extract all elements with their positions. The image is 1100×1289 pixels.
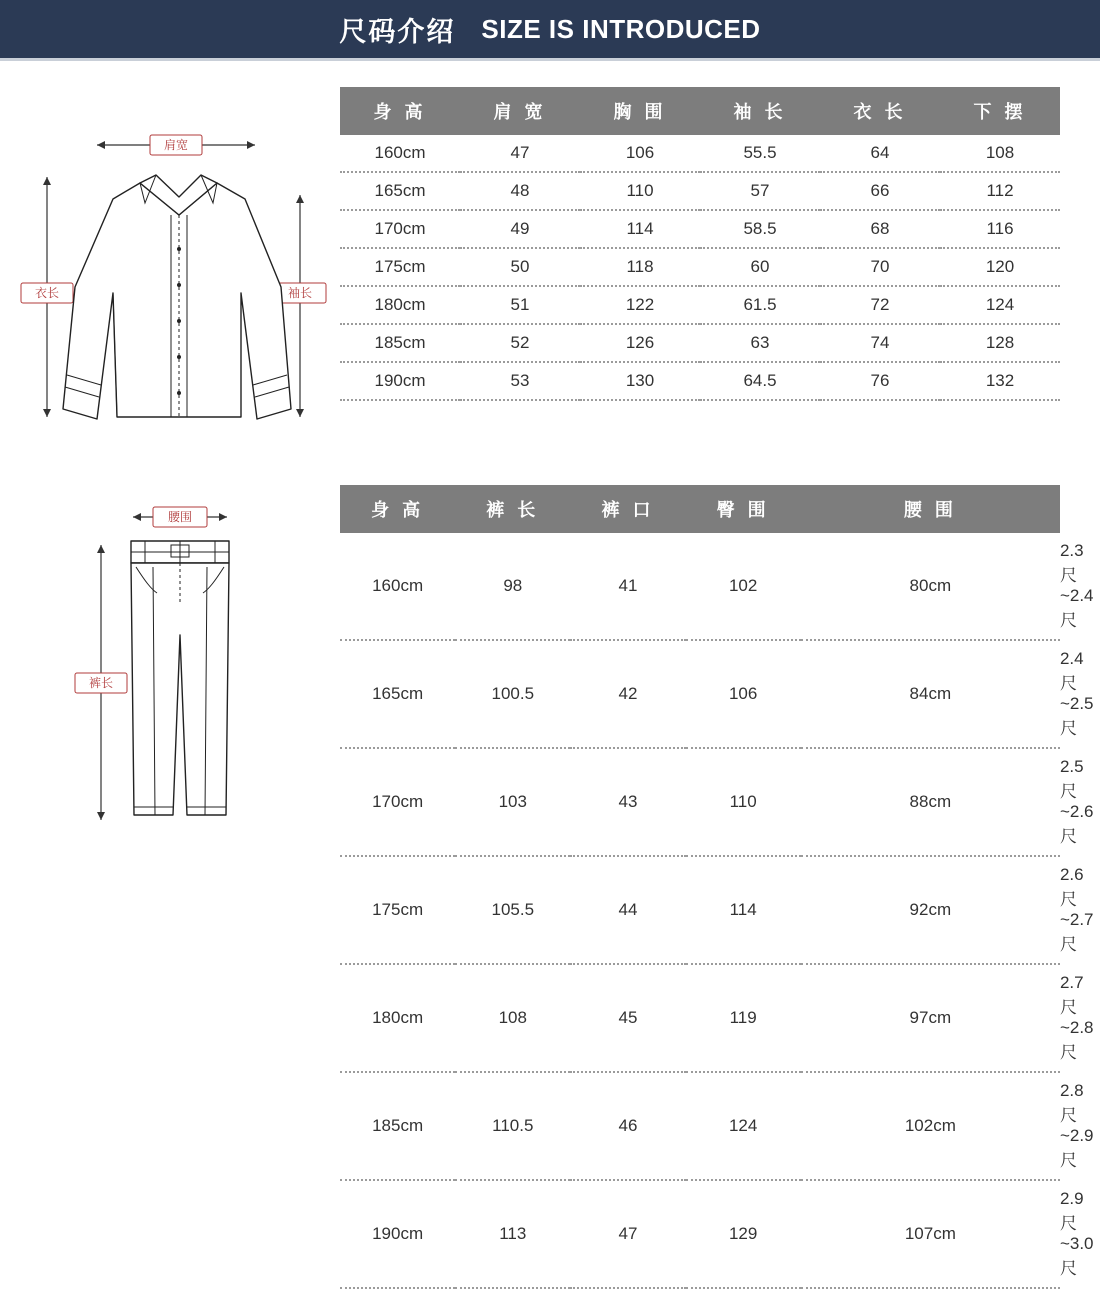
cell-hip: 106 bbox=[686, 640, 801, 748]
cell-length: 100.5 bbox=[455, 640, 570, 748]
cell-chest: 126 bbox=[580, 324, 700, 362]
jacket-section bbox=[0, 87, 1100, 427]
cell-height: 185cm bbox=[340, 1072, 455, 1180]
trousers-label-waist: 腰围 bbox=[168, 510, 192, 524]
cell-height: 175cm bbox=[340, 248, 460, 286]
cell-hip: 114 bbox=[686, 856, 801, 964]
cell-cuff: 45 bbox=[570, 964, 685, 1072]
cell-length: 103 bbox=[455, 748, 570, 856]
cell-length: 76 bbox=[820, 362, 940, 400]
cell-shoulder: 47 bbox=[460, 135, 580, 172]
cell-height: 185cm bbox=[340, 324, 460, 362]
cell-height: 160cm bbox=[340, 533, 455, 640]
cell-hip: 102 bbox=[686, 533, 801, 640]
jacket-table-wrap bbox=[340, 87, 1100, 401]
cell-height: 165cm bbox=[340, 172, 460, 210]
cell-waist-cm: 88cm bbox=[801, 748, 1060, 856]
table-row bbox=[340, 964, 1060, 1072]
jacket-label-shoulder: 肩宽 bbox=[164, 137, 188, 152]
trousers-label-length: 裤长 bbox=[89, 676, 113, 690]
cell-length: 105.5 bbox=[455, 856, 570, 964]
cell-cuff: 43 bbox=[570, 748, 685, 856]
cell-sleeve: 55.5 bbox=[700, 135, 820, 172]
jacket-col-height: 身 高 bbox=[340, 87, 460, 135]
trousers-section bbox=[0, 485, 1100, 1289]
cell-sleeve: 60 bbox=[700, 248, 820, 286]
table-row bbox=[340, 533, 1060, 640]
trousers-diagram bbox=[5, 485, 335, 825]
cell-cuff: 47 bbox=[570, 1180, 685, 1288]
cell-chest: 130 bbox=[580, 362, 700, 400]
table-row bbox=[340, 856, 1060, 964]
cell-hem: 108 bbox=[940, 135, 1060, 172]
trousers-col-waist: 腰 围 bbox=[801, 485, 1060, 533]
cell-length: 64 bbox=[820, 135, 940, 172]
table-row bbox=[340, 748, 1060, 856]
cell-length: 70 bbox=[820, 248, 940, 286]
cell-chest: 122 bbox=[580, 286, 700, 324]
table-row bbox=[340, 362, 1060, 400]
trousers-table-wrap bbox=[340, 485, 1100, 1289]
page-title-cn: 尺码介绍 bbox=[339, 10, 455, 49]
cell-height: 190cm bbox=[340, 1180, 455, 1288]
table-row bbox=[340, 640, 1060, 748]
cell-height: 170cm bbox=[340, 210, 460, 248]
jacket-col-sleeve: 袖 长 bbox=[700, 87, 820, 135]
table-header-row bbox=[340, 485, 1060, 533]
jacket-figure-wrap bbox=[0, 87, 340, 427]
cell-length: 66 bbox=[820, 172, 940, 210]
table-header-row bbox=[340, 87, 1060, 135]
cell-height: 180cm bbox=[340, 286, 460, 324]
cell-hem: 120 bbox=[940, 248, 1060, 286]
cell-waist-cm: 97cm bbox=[801, 964, 1060, 1072]
cell-shoulder: 48 bbox=[460, 172, 580, 210]
cell-hem: 124 bbox=[940, 286, 1060, 324]
cell-length: 74 bbox=[820, 324, 940, 362]
cell-cuff: 44 bbox=[570, 856, 685, 964]
cell-waist-cm: 80cm bbox=[801, 533, 1060, 640]
cell-height: 180cm bbox=[340, 964, 455, 1072]
jacket-col-shoulder: 肩 宽 bbox=[460, 87, 580, 135]
trousers-col-length: 裤 长 bbox=[455, 485, 570, 533]
trousers-col-cuff: 裤 口 bbox=[570, 485, 685, 533]
cell-waist-cm: 107cm bbox=[801, 1180, 1060, 1288]
cell-length: 108 bbox=[455, 964, 570, 1072]
jacket-diagram bbox=[5, 87, 335, 427]
cell-sleeve: 64.5 bbox=[700, 362, 820, 400]
cell-shoulder: 53 bbox=[460, 362, 580, 400]
table-row bbox=[340, 286, 1060, 324]
jacket-table-body bbox=[340, 135, 1060, 400]
trousers-figure-wrap bbox=[0, 485, 340, 825]
table-row bbox=[340, 210, 1060, 248]
jacket-size-table bbox=[340, 87, 1060, 401]
page-header bbox=[0, 0, 1100, 61]
cell-cuff: 42 bbox=[570, 640, 685, 748]
cell-shoulder: 49 bbox=[460, 210, 580, 248]
trousers-size-table bbox=[340, 485, 1060, 1289]
cell-length: 113 bbox=[455, 1180, 570, 1288]
cell-hip: 110 bbox=[686, 748, 801, 856]
cell-hip: 124 bbox=[686, 1072, 801, 1180]
trousers-col-height: 身 高 bbox=[340, 485, 455, 533]
table-row bbox=[340, 324, 1060, 362]
cell-hem: 116 bbox=[940, 210, 1060, 248]
cell-waist-cm: 102cm bbox=[801, 1072, 1060, 1180]
cell-length: 110.5 bbox=[455, 1072, 570, 1180]
cell-height: 170cm bbox=[340, 748, 455, 856]
cell-sleeve: 58.5 bbox=[700, 210, 820, 248]
cell-chest: 106 bbox=[580, 135, 700, 172]
cell-chest: 118 bbox=[580, 248, 700, 286]
cell-cuff: 41 bbox=[570, 533, 685, 640]
trousers-col-hip: 臀 围 bbox=[686, 485, 801, 533]
cell-height: 190cm bbox=[340, 362, 460, 400]
cell-length: 98 bbox=[455, 533, 570, 640]
cell-shoulder: 51 bbox=[460, 286, 580, 324]
cell-height: 175cm bbox=[340, 856, 455, 964]
page-title-en: SIZE IS INTRODUCED bbox=[481, 14, 760, 45]
jacket-col-hem: 下 摆 bbox=[940, 87, 1060, 135]
cell-hem: 112 bbox=[940, 172, 1060, 210]
cell-waist-cm: 92cm bbox=[801, 856, 1060, 964]
cell-hem: 128 bbox=[940, 324, 1060, 362]
cell-waist-cm: 84cm bbox=[801, 640, 1060, 748]
cell-hip: 119 bbox=[686, 964, 801, 1072]
table-row bbox=[340, 135, 1060, 172]
jacket-label-length: 衣长 bbox=[35, 286, 59, 300]
cell-cuff: 46 bbox=[570, 1072, 685, 1180]
cell-shoulder: 50 bbox=[460, 248, 580, 286]
cell-chest: 110 bbox=[580, 172, 700, 210]
jacket-col-chest: 胸 围 bbox=[580, 87, 700, 135]
jacket-label-sleeve: 袖长 bbox=[288, 285, 312, 300]
cell-height: 160cm bbox=[340, 135, 460, 172]
cell-shoulder: 52 bbox=[460, 324, 580, 362]
cell-sleeve: 61.5 bbox=[700, 286, 820, 324]
cell-length: 72 bbox=[820, 286, 940, 324]
table-row bbox=[340, 1072, 1060, 1180]
table-row bbox=[340, 248, 1060, 286]
cell-sleeve: 57 bbox=[700, 172, 820, 210]
cell-length: 68 bbox=[820, 210, 940, 248]
cell-hem: 132 bbox=[940, 362, 1060, 400]
cell-hip: 129 bbox=[686, 1180, 801, 1288]
cell-chest: 114 bbox=[580, 210, 700, 248]
table-row bbox=[340, 1180, 1060, 1288]
trousers-table-body bbox=[340, 533, 1060, 1288]
cell-height: 165cm bbox=[340, 640, 455, 748]
cell-sleeve: 63 bbox=[700, 324, 820, 362]
table-row bbox=[340, 172, 1060, 210]
jacket-col-length: 衣 长 bbox=[820, 87, 940, 135]
